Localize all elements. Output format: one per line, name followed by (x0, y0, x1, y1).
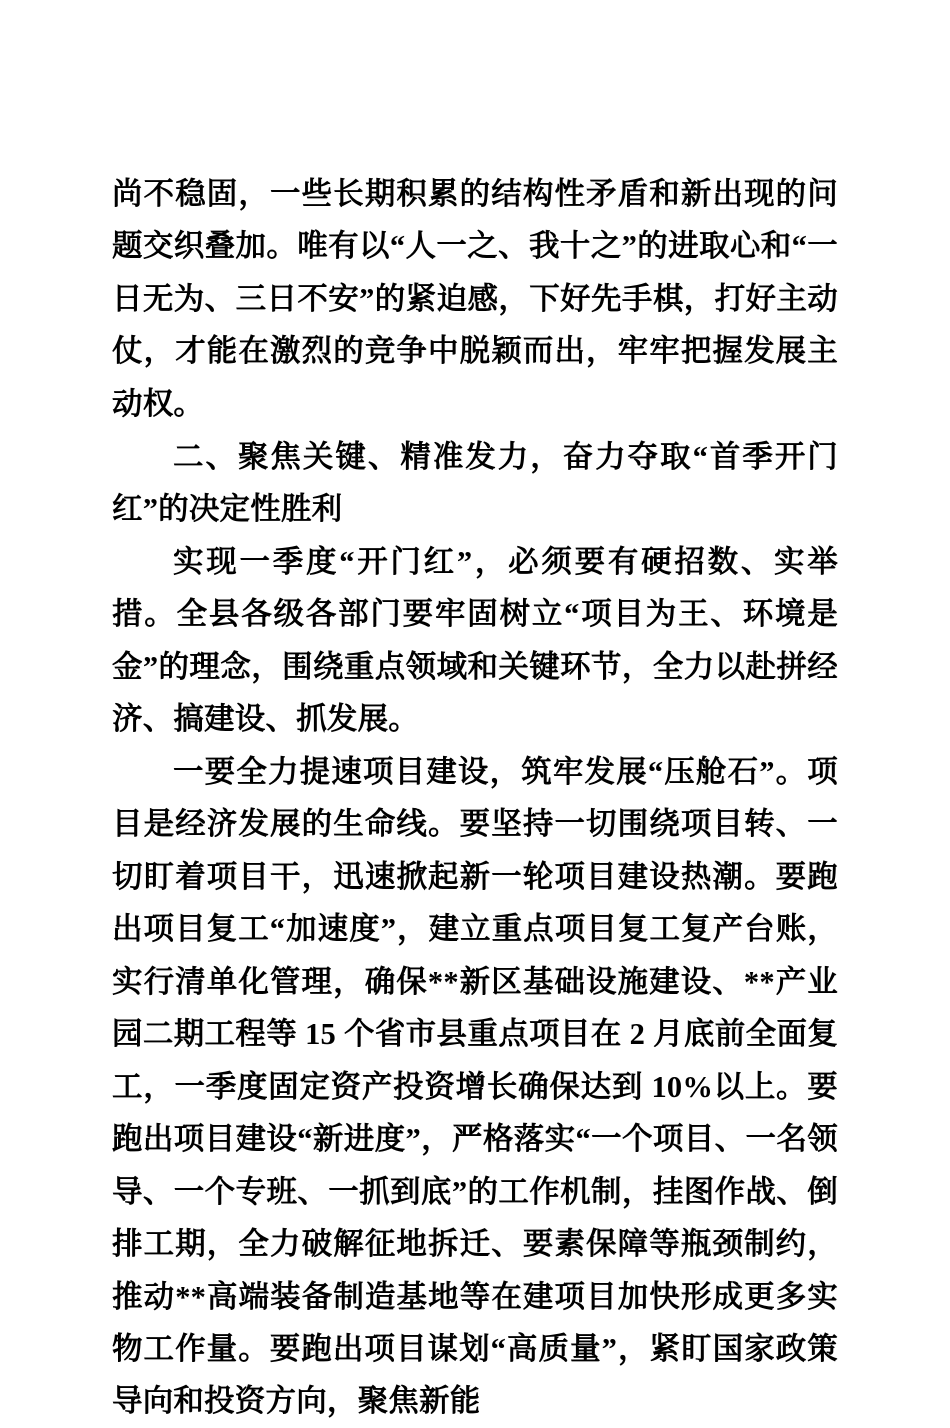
section-heading: 二、聚焦关键、精准发力，奋力夺取“首季开门红”的决定性胜利 (112, 439, 838, 527)
paragraph-measures-intro: 实现一季度“开门红”，必须要有硬招数、实举措。全县各级各部门要牢固树立“项目为王、环境是金”的理念，围绕重点领域和关键环节，全力以赴拼经济、搞建设、抓发展。 (112, 544, 838, 737)
paragraph-project-construction: 一要全力提速项目建设，筑牢发展“压舱石”。项目是经济发展的生命线。要坚持一切围绕项目转、一切盯着项目干，迅速掀起新一轮项目建设热潮。要跑出项目复工“加速度”，建立重点项目复工复产台账，实行清单化管理，确保**新区基础设施建设、**产业园二期工程等 15 个省市县重点项目在 2 月底前全面复工，一季度固定资产投资增长确保达到 10%以上。要跑出项目建设“新进度”，严格落实“一个项目、一名领导、一个专班、一抓到底”的工作机制，挂图作战、倒排工期，全力破解征地拆迁、要素保障等瓶颈制约，推动**高端装备制造基地等在建项目加快形成更多实物工作量。要跑出项目谋划“高质量”，紧盯国家政策导向和投资方向，聚焦新能 (112, 754, 838, 1419)
document-body (112, 168, 838, 1428)
paragraph-continuation: 尚不稳固，一些长期积累的结构性矛盾和新出现的问题交织叠加。唯有以“人一之、我十之”的进取心和“一日无为、三日不安”的紧迫感，下好先手棋，打好主动仗，才能在激烈的竞争中脱颖而出，牢牢把握发展主动权。 (112, 177, 838, 421)
